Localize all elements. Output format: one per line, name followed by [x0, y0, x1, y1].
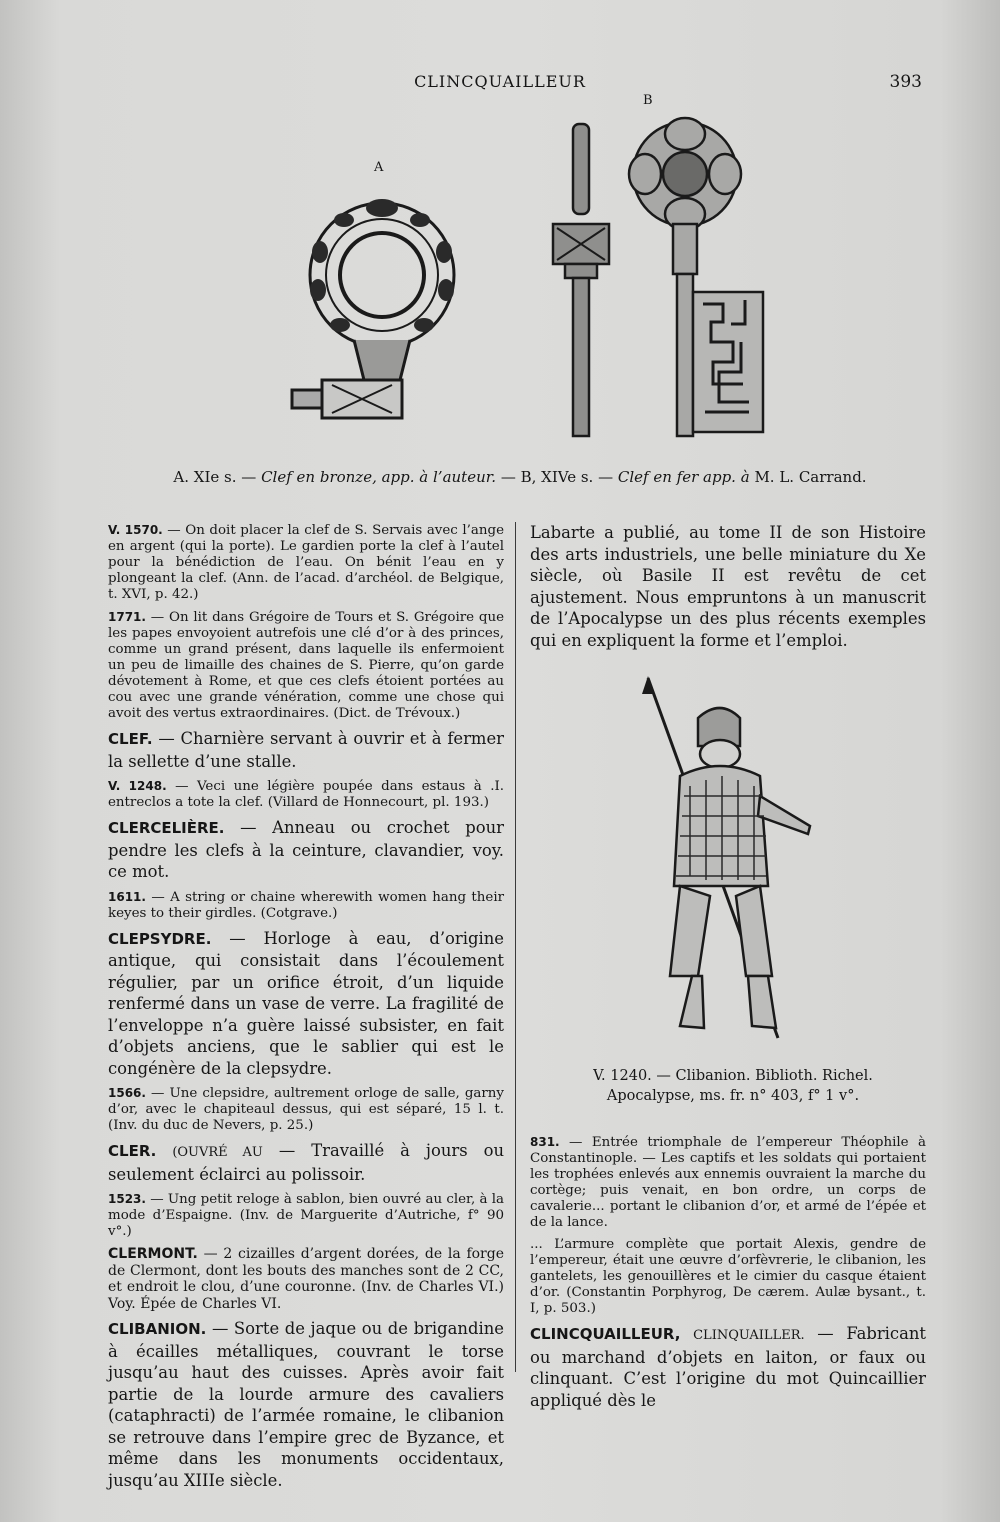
entry-paragraph — [530, 1134, 926, 1231]
knight-caption-line-1: V. 1240. — Clibanion. Biblioth. Richel. — [593, 1068, 873, 1084]
knight-caption — [548, 1066, 918, 1106]
headword: CLER. — [108, 1142, 157, 1160]
column-rule — [515, 522, 516, 1372]
figure-caption — [100, 468, 940, 486]
headword: CLERCELIÈRE. — [108, 819, 225, 837]
entry-date: 1611. — [108, 889, 146, 904]
entry-paragraph — [108, 609, 504, 722]
definition: — Fabricant ou marchand d’objets en laiton, or faux ou clinquant. C’est l’origine du mot Quincaillier appliqué dès le — [530, 1324, 927, 1410]
caption-b-date: — B, XIVe s. — — [500, 468, 614, 486]
entry-date: 831. — [530, 1135, 560, 1149]
headword: CLEF. — [108, 730, 153, 748]
left-column — [108, 522, 504, 1497]
caption-b-owner: M. L. Carrand. — [754, 468, 867, 486]
entry-text: — Entrée triomphale de l’empereur Théophile à Constantinople. — Les captifs et les soldats qui portaient les trophées enlevés aux ennemis ouvraient la marche du cortège; puis venait, en bon ordre, un corps de cavalerie... portant le clibanion d’or, et armé de l’épée et de la lance. — [530, 1135, 926, 1230]
dictionary-entry — [108, 817, 504, 883]
definition: — Sorte de jaque ou de brigandine à écailles métalliques, couvrant le torse jusqu’au haut des cuisses. Après avoir fait partie de la lourde armure des cavaliers (cataphracti) de l’armée romaine, le clibanion se retrouve dans l’empire grec de Byzance, et même dans les monuments occidentaux, jusqu’au XIIIe siècle. — [108, 1319, 504, 1490]
entry-paragraph — [108, 889, 504, 922]
right-column — [530, 522, 926, 657]
entry-text: — A string or chaine wherewith women hang their keyes to their girdles. (Cotgrave.) — [108, 889, 504, 921]
entry-paragraph — [108, 522, 504, 603]
definition: — 2 cizailles d’argent dorées, de la forge de Clermont, dont les bouts des manches sont de 2 CC, et endroit le clou, d’une couronne. (Inv. de Charles VI.) Voy. Épée de Charles VI. — [108, 1246, 504, 1312]
entry-text: — Veci une légière poupée dans estaus à .I. entreclos a tote la clef. (Villard de Honnecourt, pl. 193.) — [108, 779, 504, 810]
dictionary-entry — [108, 928, 504, 1080]
entry-text: — On doit placer la clef de S. Servais avec l’ange en argent (qui la porte). Le gardien porte la clef à l’autel pour la bénédiction de l’eau. On bénit l’eau en y plongeant la clef. (Ann. de l’acad. d’archéol. de Belgique, t. XVI, p. 42.) — [108, 523, 504, 602]
iron-key-illustration — [545, 112, 785, 442]
dictionary-entry — [108, 728, 504, 772]
headword: CLINCQUAILLEUR, — [530, 1325, 681, 1343]
definition: — Travaillé à jours ou seulement éclairci au polissoir. — [108, 1141, 505, 1184]
entry-text: — Ung petit reloge à sablon, bien ouvré au cler, à la mode d’Espaigne. (Inv. de Marguerite d’Autriche, f° 90 v°.) — [108, 1192, 504, 1239]
entry-date: 1566. — [108, 1086, 146, 1100]
entry-paragraph — [108, 778, 504, 811]
entry-date: 1771. — [108, 610, 146, 624]
headword-variant: CLINQUAILLER. — [693, 1328, 805, 1343]
definition: — Anneau ou crochet pour pendre les clefs à la ceinture, clavandier, voy. ce mot. — [108, 818, 504, 881]
entry-text: — On lit dans Grégoire de Tours et S. Grégoire que les papes envoyoient autrefois une clé d’or à des princes, comme un grand présent, dans laquelle ils enfermoient un peu de limaille des chaines de S. Pierre, qu’on garde dévotement à Rome, et que ces clefs étoient portées au cou avec une grande vénération, comme une chose qui avoit des vertus extraordinaires. (Dict. de Trévoux.) — [108, 610, 505, 721]
entry-date: V. 1570. — [108, 523, 163, 537]
caption-a-text: Clef en bronze, app. à l’auteur. — [261, 468, 497, 486]
definition: — Horloge à eau, d’origine antique, qui consistait dans l’écoulement régulier, par un orifice étroit, d’un liquide renfermé dans un vase de verre. La fragilité de l’enveloppe n’a guère laissé subsister, en fait d’objets anciens, que le sablier qui est le congénère de la clepsydre. — [108, 928, 504, 1078]
headword: CLIBANION. — [108, 1320, 207, 1338]
dictionary-entry — [108, 1318, 504, 1491]
definition: — Charnière servant à ouvrir et à fermer la sellette d’une stalle. — [108, 729, 504, 771]
knight-caption-line-2: Apocalypse, ms. fr. n° 403, f° 1 v°. — [606, 1088, 860, 1104]
bronze-key-illustration — [282, 180, 482, 440]
entry-date: V. 1248. — [108, 779, 167, 793]
intro-paragraph: Labarte a publié, au tome II de son Histoire des arts industriels, une belle miniature du Xe siècle, où Basile II est revêtu de cet ajustement. Nous empruntons à un manuscrit de l’Apocalypse un des plus récents exemples qui en expliquent la forme et l’emploi. — [530, 523, 926, 650]
caption-a-date: A. XIe s. — — [173, 468, 257, 486]
entry-text: — Une clepsidre, aultrement orloge de salle, garny d’or, avec le chapiteaul dessus, qui est séparé, 15 l. t. (Inv. du duc de Nevers, p. 25.) — [108, 1086, 504, 1133]
headword: CLERMONT. — [108, 1246, 198, 1262]
page-number: 393 — [889, 72, 922, 92]
dictionary-entry — [530, 1323, 926, 1411]
entry-paragraph — [108, 1085, 504, 1134]
entry-date: 1523. — [108, 1192, 146, 1206]
caption-b-text: Clef en fer app. à — [617, 468, 750, 486]
headword-note: (OUVRÉ AU — [172, 1145, 263, 1160]
headword: CLEPSYDRE. — [108, 929, 212, 948]
entry-paragraph — [108, 1191, 504, 1240]
knight-illustration — [640, 676, 830, 1046]
figure-a-label: A — [374, 160, 384, 175]
dictionary-entry — [108, 1246, 504, 1312]
running-title: CLINCQUAILLEUR — [414, 72, 586, 91]
dictionary-entry — [108, 1140, 504, 1185]
entry-paragraph: ... L’armure complète que portait Alexis, gendre de l’empereur, était une œuvre d’orfèvrerie, le clibanion, les gantelets, les genouillères et le cimier du casque étaient d’or. (Constantin Porphyrog, De cærem. Aulæ bysant., t. I, p. 503.) — [530, 1237, 926, 1316]
running-head — [0, 72, 1000, 96]
right-column-lower — [530, 1134, 926, 1417]
figure-b-label: B — [643, 93, 653, 108]
